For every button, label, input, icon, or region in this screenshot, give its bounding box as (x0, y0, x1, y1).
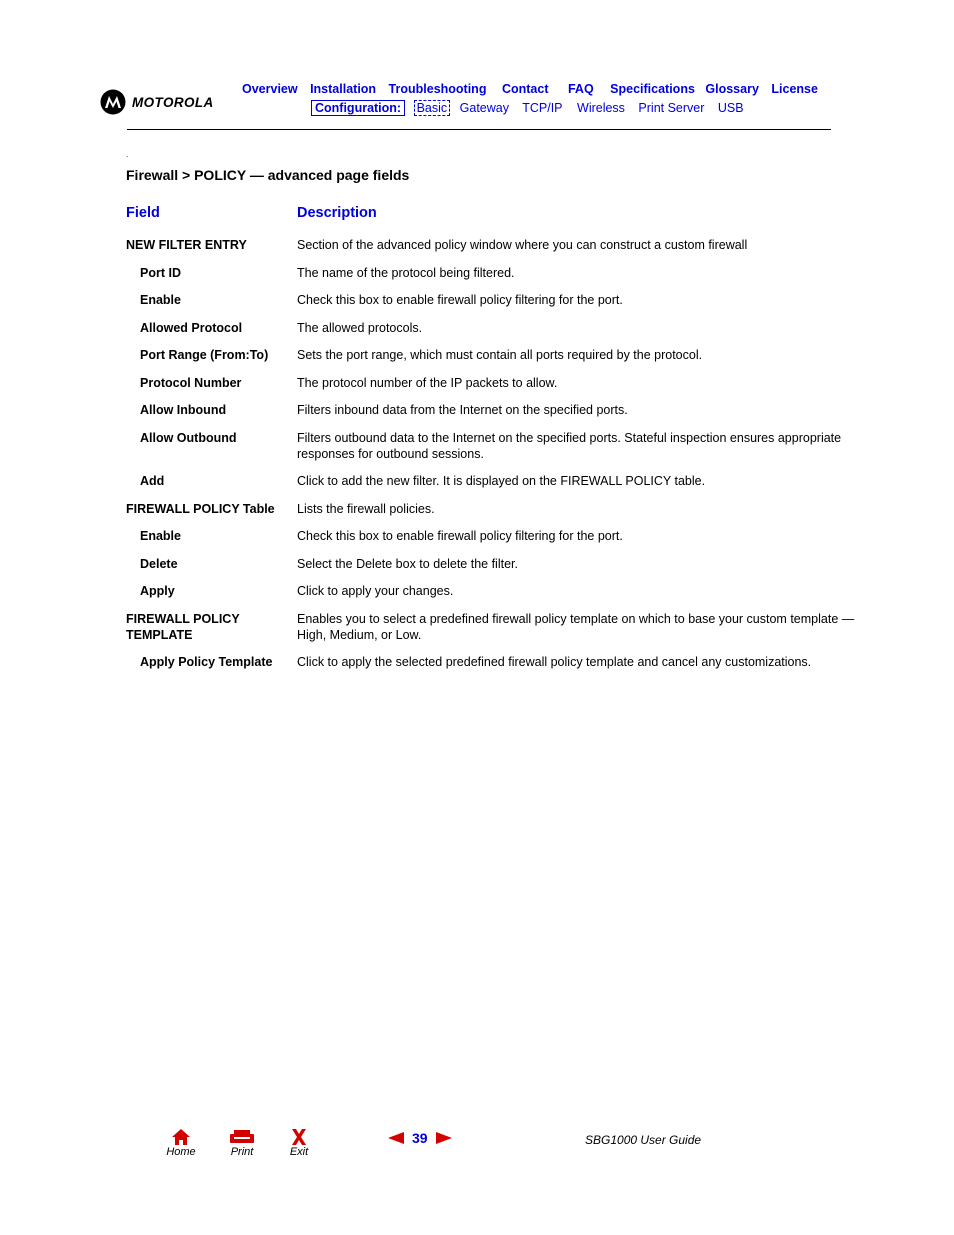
table-row (126, 556, 866, 572)
exit-label: Exit (289, 1146, 309, 1158)
previous-page-icon[interactable] (388, 1132, 404, 1144)
field-cell: Enable (140, 293, 181, 307)
field-cell: Add (140, 474, 165, 488)
description-cell: The allowed protocols. (297, 320, 423, 335)
nav-license[interactable]: License (771, 82, 818, 96)
field-cell: Allow Inbound (140, 403, 227, 417)
description-cell: Filters inbound data from the Internet on the specified ports. (297, 403, 628, 417)
print-button[interactable] (217, 1128, 267, 1158)
home-button[interactable] (156, 1128, 206, 1158)
field-cell: Apply Policy Template (140, 655, 273, 669)
column-header-field: Field (126, 205, 160, 221)
nav-gateway[interactable]: Gateway (459, 101, 509, 115)
nav-specifications[interactable]: Specifications (610, 82, 695, 96)
table-row (126, 265, 866, 281)
table-row (126, 528, 866, 544)
table-row (126, 473, 866, 489)
nav-wireless[interactable]: Wireless (577, 101, 625, 115)
nav-contact[interactable]: Contact (501, 82, 549, 96)
home-icon (171, 1128, 191, 1146)
nav-faq[interactable]: FAQ (567, 82, 594, 96)
description-cell: Sets the port range, which must contain all ports required by the protocol. (297, 348, 703, 362)
primary-nav (242, 82, 827, 96)
description-cell: Click to apply your changes. (297, 584, 454, 598)
table-row (126, 402, 866, 418)
nav-overview[interactable]: Overview (242, 82, 298, 96)
page-number: 39 (412, 1130, 428, 1146)
exit-icon (290, 1128, 308, 1146)
logo-text: MOTOROLA (132, 94, 214, 110)
table-row (126, 320, 866, 336)
header-divider (127, 129, 831, 130)
table-row (126, 501, 866, 517)
description-cell: Click to apply the selected predefined firewall policy template and cancel any customizations. (297, 655, 812, 669)
nav-usb[interactable]: USB (717, 101, 744, 115)
field-table (126, 237, 866, 682)
description-cell: Section of the advanced policy window where you can construct a custom firewall (297, 238, 748, 252)
table-row (126, 430, 866, 462)
page-navigator (388, 1130, 452, 1146)
description-cell: Click to add the new filter. It is displayed on the FIREWALL POLICY table. (297, 474, 706, 488)
field-cell: Protocol Number (140, 375, 242, 390)
description-cell: Lists the firewall policies. (297, 501, 435, 516)
description-cell: Filters outbound data to the Internet on the specified ports. Stateful inspection ensures appropriate responses for outbound sessions. (297, 430, 842, 461)
table-row (126, 654, 866, 670)
table-row (126, 292, 866, 308)
description-cell: Select the Delete box to delete the filter. (297, 556, 518, 571)
field-cell: Port Range (From:To) (140, 348, 269, 362)
nav-tcpip[interactable]: TCP/IP (522, 101, 563, 115)
nav-glossary[interactable]: Glossary (705, 82, 759, 96)
field-cell: Delete (140, 556, 178, 571)
nav-basic[interactable]: Basic (414, 100, 451, 116)
nav-configuration[interactable]: Configuration: (311, 100, 405, 116)
column-header-description: Description (297, 205, 377, 221)
exit-button[interactable] (274, 1128, 324, 1158)
description-cell: Check this box to enable firewall policy filtering for the port. (297, 529, 623, 543)
field-cell: Allow Outbound (140, 430, 237, 445)
table-row (126, 583, 866, 599)
table-row (126, 375, 866, 391)
printer-icon (229, 1128, 255, 1146)
field-cell: Port ID (140, 265, 181, 280)
page-title: Firewall > POLICY — advanced page fields (126, 167, 410, 183)
motorola-logo (100, 89, 214, 115)
field-cell: Apply (140, 584, 175, 598)
motorola-batwing-icon (100, 89, 126, 115)
field-cell: FIREWALL POLICY TEMPLATE (126, 611, 240, 642)
print-label: Print (230, 1146, 254, 1158)
table-row (126, 347, 866, 363)
field-cell: Enable (140, 529, 181, 543)
nav-troubleshooting[interactable]: Troubleshooting (388, 82, 487, 96)
home-label: Home (166, 1146, 196, 1158)
field-cell: FIREWALL POLICY Table (126, 501, 275, 516)
secondary-nav (311, 101, 752, 115)
description-cell: The protocol number of the IP packets to allow. (297, 375, 558, 390)
next-page-icon[interactable] (436, 1132, 452, 1144)
stray-dot: . (126, 150, 129, 159)
field-cell: Allowed Protocol (140, 320, 243, 335)
description-cell: The name of the protocol being filtered. (297, 265, 515, 280)
description-cell: Check this box to enable firewall policy filtering for the port. (297, 293, 623, 307)
guide-title: SBG1000 User Guide (585, 1133, 702, 1147)
table-row (126, 611, 866, 643)
description-cell: Enables you to select a predefined firewall policy template on which to base your custom template — High, Medium, or Low. (297, 611, 855, 642)
nav-installation[interactable]: Installation (310, 82, 377, 96)
field-cell: NEW FILTER ENTRY (126, 238, 247, 252)
table-row (126, 237, 866, 253)
nav-print-server[interactable]: Print Server (638, 101, 705, 115)
